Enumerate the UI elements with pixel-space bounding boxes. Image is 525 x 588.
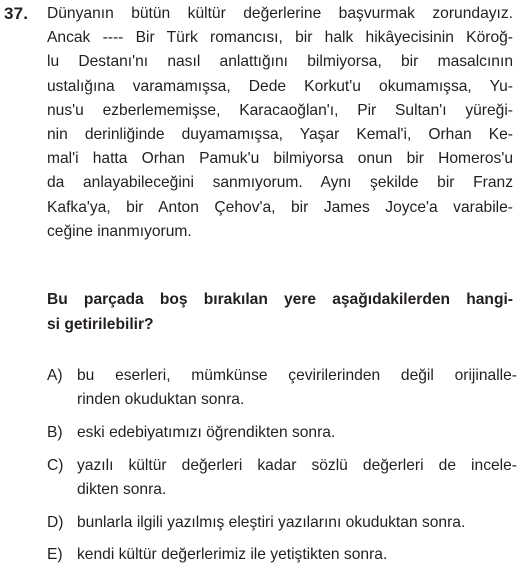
passage-line: Dünyanın bütün kültür değerlerine başvurmak zorundayız. <box>47 5 513 22</box>
option-a[interactable] <box>47 364 517 412</box>
passage-line: da anlayabileceğini sanmıyorum. Aynı şekilde bir Franz <box>47 174 513 192</box>
passage <box>47 2 513 244</box>
passage-line: lu Destanı'nı nasıl anlattığını bilmiyorsa, bir masalcının <box>47 53 513 71</box>
option-letter: D) <box>47 514 64 531</box>
passage-line: nin derinliğinde duyamamışsa, Yaşar Kemal'i, Orhan Ke- <box>47 125 513 143</box>
answer-options <box>47 364 517 567</box>
option-d[interactable] <box>47 511 517 535</box>
option-c[interactable] <box>47 454 517 502</box>
passage-line: ustalığına varamamışsa, Dede Korkut'u okumamışsa, Yu- <box>47 77 513 95</box>
question-number: 37. <box>4 4 29 23</box>
option-text-line: eski edebiyatımızı öğrendikten sonra. <box>77 424 336 441</box>
question-stem-line: Bu parçada boş bırakılan yere aşağıdakilerden hangi- <box>47 291 513 308</box>
passage-line: ceğine inanmıyorum. <box>47 222 192 240</box>
question-stem <box>47 288 513 337</box>
option-text-line: dikten sonra. <box>77 481 167 498</box>
passage-line: Ancak ---- Bir Türk romancısı, bir halk hikâyecisinin Köroğ- <box>47 29 513 47</box>
option-letter: B) <box>47 424 63 441</box>
option-text-line: bunlarla ilgili yazılmış eleştiri yazılarını okuduktan sonra. <box>77 514 466 531</box>
option-e[interactable] <box>47 543 517 567</box>
option-letter: A) <box>47 367 63 384</box>
passage-line: Kafka'ya, bir Anton Çehov'a, bir James Joyce'a varabile- <box>47 198 513 216</box>
option-letter: E) <box>47 546 63 563</box>
option-text-line: yazılı kültür değerleri kadar sözlü değerleri de incele- <box>77 457 517 474</box>
option-letter: C) <box>47 457 64 474</box>
passage-line: nus'u ezberlememişse, Karacaoğlan'ı, Pir Sultan'ı yüreği- <box>47 101 513 119</box>
option-text-line: bu eserleri, mümkünse çevirilerinden değil orijinalle- <box>77 367 517 384</box>
passage-line: mal'i hatta Orhan Pamuk'u bilmiyorsa onun bir Homeros'u <box>47 150 513 168</box>
option-text-line: kendi kültür değerlerimiz ile yetiştikten sonra. <box>77 546 388 563</box>
option-b[interactable] <box>47 421 517 445</box>
option-text-line: rinden okuduktan sonra. <box>77 391 245 408</box>
question-stem-line: si getirilebilir? <box>47 315 154 333</box>
